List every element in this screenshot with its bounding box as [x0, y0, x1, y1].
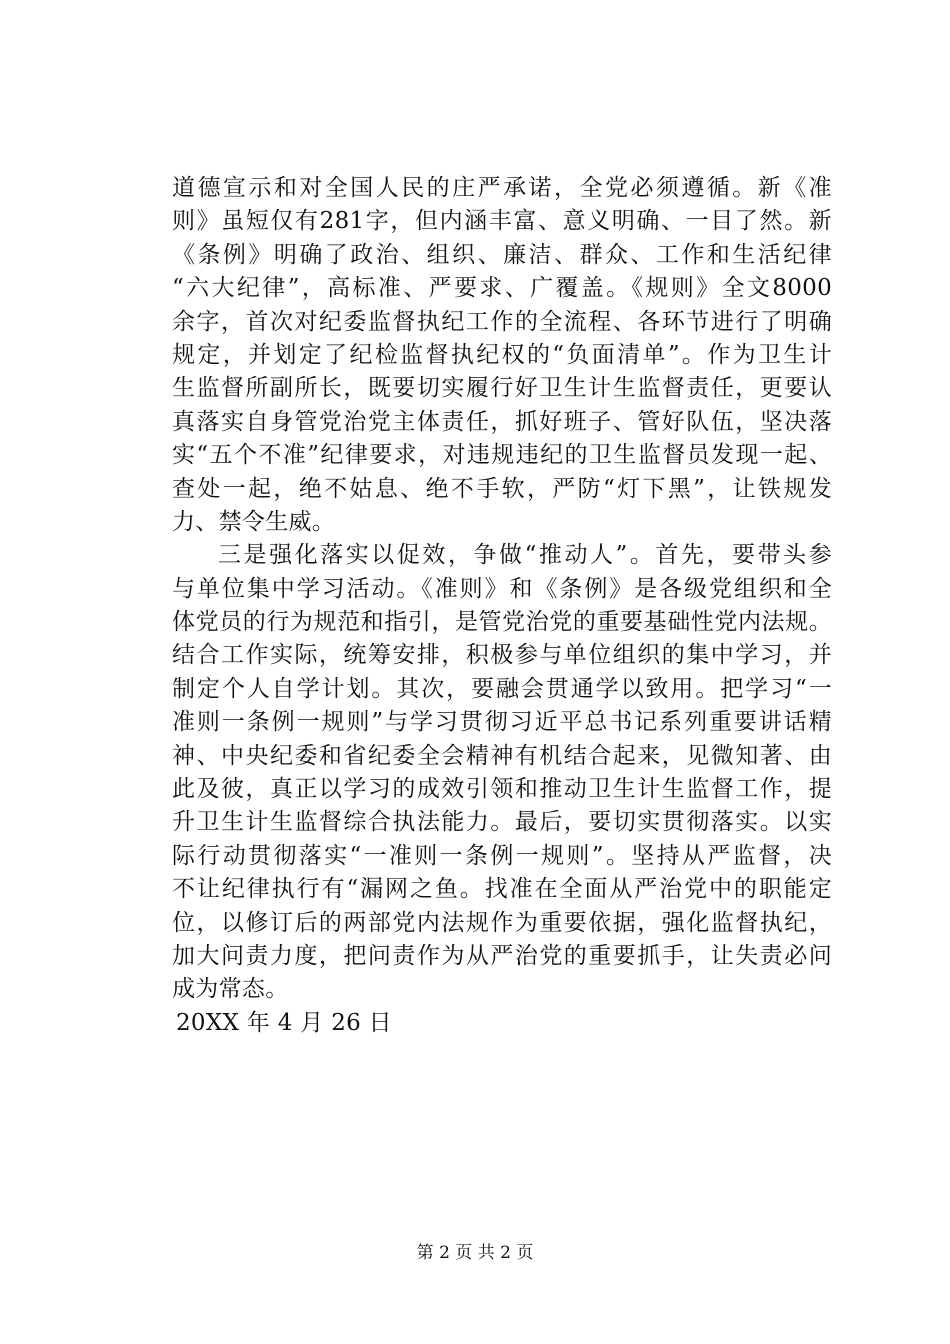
text-line: 规定，并划定了纪检监督执纪权的“负面清单”。作为卫生计 — [172, 341, 832, 368]
paragraph-2 — [172, 539, 832, 1006]
text-line: 真落实自身管党治党主体责任，抓好班子、管好队伍，坚决落 — [172, 408, 832, 435]
text-line: 查处一起，绝不姑息、绝不手软，严防“灯下黑”，让铁规发 — [172, 475, 832, 502]
text-line: 道德宣示和对全国人民的庄严承诺，全党必须遵循。新《准 — [172, 175, 832, 201]
text-line: “六大纪律”，高标准、严要求、广覆盖。《规则》全文8000 — [172, 275, 832, 302]
text-line: 不让纪律执行有“漏网之鱼。找准在全面从严治党中的职能定 — [172, 876, 832, 903]
text-line: 体党员的行为规范和指引，是管党治党的重要基础性党内法规。 — [172, 609, 832, 636]
text-line: 结合工作实际，统筹安排，积极参与单位组织的集中学习，并 — [172, 642, 832, 669]
text-line: 制定个人自学计划。其次，要融会贯通学以致用。把学习“一 — [172, 675, 832, 702]
text-line: 神、中央纪委和省纪委全会精神有机结合起来，见微知著、由 — [172, 742, 832, 769]
text-line: 则》虽短仅有281字，但内涵丰富、意义明确、一目了然。新 — [172, 208, 832, 235]
text-line: 位，以修订后的两部党内法规作为重要依据，强化监督执纪， — [172, 909, 832, 936]
text-line: 成为常态。 — [172, 976, 289, 1003]
text-line: 际行动贯彻落实“一准则一条例一规则”。坚持从严监督，决 — [172, 842, 832, 869]
text-line: 此及彼，真正以学习的成效引领和推动卫生计生监督工作，提 — [172, 776, 832, 803]
text-line: 生监督所副所长，既要切实履行好卫生计生监督责任，更要认 — [172, 375, 832, 402]
paragraph-1 — [172, 172, 832, 539]
document-body — [172, 172, 832, 1040]
text-line: 与单位集中学习活动。《准则》和《条例》是各级党组织和全 — [172, 575, 832, 602]
text-line: 余字，首次对纪委监督执纪工作的全流程、各环节进行了明确 — [172, 308, 832, 335]
text-line: 《条例》明确了政治、组织、廉洁、群众、工作和生活纪律 — [172, 241, 832, 268]
page-footer: 第 2 页 共 2 页 — [416, 1243, 534, 1263]
text-line: 三是强化落实以促效，争做“推动人”。首先，要带头参 — [218, 542, 832, 569]
text-line: 力、禁令生威。 — [172, 508, 336, 535]
text-line: 准则一条例一规则”与学习贯彻习近平总书记系列重要讲话精 — [172, 709, 832, 736]
document-date: 20XX 年 4 月 26 日 — [176, 1009, 392, 1036]
text-line: 升卫生计生监督综合执法能力。最后，要切实贯彻落实。以实 — [172, 809, 832, 836]
text-line: 加大问责力度，把问责作为从严治党的重要抓手，让失责必问 — [172, 942, 832, 969]
text-line: 实“五个不准”纪律要求，对违规违纪的卫生监督员发现一起、 — [172, 442, 832, 469]
